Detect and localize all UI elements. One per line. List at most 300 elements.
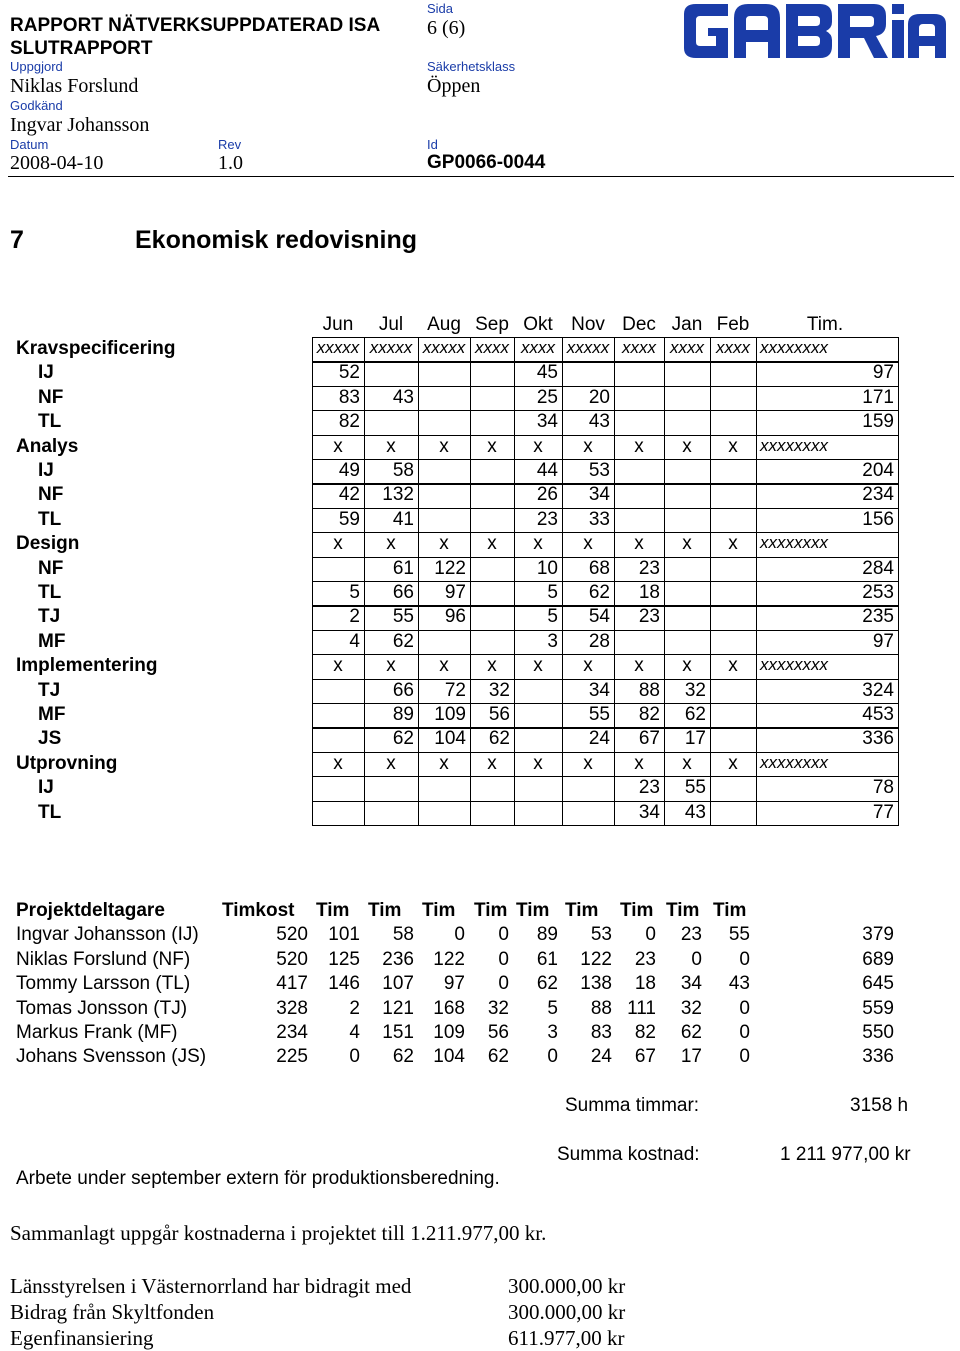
hours-cell: 17: [684, 728, 706, 750]
grid-line: [312, 337, 898, 338]
hours-total: 284: [862, 557, 894, 579]
grid-line: [312, 581, 898, 582]
phase-mark: xxxx: [475, 338, 509, 357]
hours-total: 97: [872, 630, 894, 652]
participant-hours: 0: [349, 1046, 360, 1068]
hours-total: 78: [872, 777, 894, 799]
person-label: NF: [38, 386, 64, 408]
person-label: TJ: [38, 606, 61, 628]
participants-header: Projektdeltagare: [16, 900, 165, 921]
month-header: Dec: [622, 314, 656, 335]
grid-line: [312, 435, 898, 436]
gabria-logo: [680, 0, 950, 62]
participant-total: 379: [862, 924, 894, 946]
grid-line: [470, 337, 471, 826]
hours-cell: 67: [638, 728, 660, 750]
participant-hours: 32: [680, 997, 702, 1019]
person-label: TL: [38, 582, 62, 603]
hours-cell: 66: [392, 582, 414, 603]
funding-label-egenfinansiering: Egenfinansiering: [10, 1326, 154, 1350]
hours-cell: 59: [338, 508, 360, 530]
hours-cell: 54: [588, 606, 610, 628]
participant-timkost: 234: [276, 1022, 308, 1043]
phase-mark: x: [682, 533, 692, 555]
participant-name: Tomas Jonsson (TJ): [16, 997, 188, 1019]
participant-total: 550: [862, 1022, 894, 1043]
phase-mark: x: [386, 655, 396, 677]
participant-hours: 18: [634, 973, 656, 995]
participant-hours: 125: [328, 948, 360, 970]
participant-hours: 104: [433, 1046, 465, 1068]
hours-cell: 32: [488, 679, 510, 701]
hours-cell: 45: [536, 362, 558, 384]
grid-line: [312, 825, 898, 826]
hours-cell: 88: [638, 679, 660, 701]
phase-mark: x: [439, 435, 449, 457]
summa-timmar-label: Summa timmar:: [565, 1095, 700, 1116]
hours-cell: 62: [392, 630, 414, 652]
grid-line: [418, 337, 419, 826]
phase-mark: x: [333, 435, 343, 457]
participant-hours: 0: [498, 973, 509, 995]
participant-hours: 32: [487, 997, 509, 1019]
phase-mark: xxxx: [670, 338, 704, 357]
phase-label: Implementering: [16, 655, 158, 677]
phase-label: Design: [16, 533, 80, 555]
person-label: IJ: [38, 460, 54, 481]
person-label: TL: [38, 411, 62, 433]
funding-amount-egenfinansiering: 611.977,00 kr: [508, 1326, 625, 1350]
participant-hours: 62: [487, 1046, 509, 1068]
participant-hours: 88: [590, 997, 612, 1019]
hours-cell: 96: [444, 606, 466, 628]
participants-col-header: Tim: [713, 900, 747, 921]
phase-mark: x: [333, 655, 343, 677]
phase-mark: x: [634, 533, 644, 555]
hours-cell: 24: [588, 728, 610, 750]
hours-cell: 10: [536, 557, 558, 579]
hours-cell: 82: [338, 411, 360, 433]
participant-hours: 146: [328, 973, 360, 995]
participants-col-header: Tim: [565, 900, 599, 921]
participant-total: 689: [862, 948, 894, 970]
participant-name: Ingvar Johansson (IJ): [16, 924, 199, 946]
id-value: GP0066-0044: [427, 152, 546, 173]
phase-tim-mark: xxxxxxxx: [760, 655, 828, 675]
participants-col-header: Timkost: [222, 900, 295, 921]
person-label: NF: [38, 484, 64, 506]
participant-hours: 107: [382, 973, 414, 995]
phase-tim-mark: xxxxxxxx: [760, 533, 828, 553]
participant-timkost: 520: [276, 924, 308, 946]
grid-line: [312, 630, 898, 631]
participant-hours: 121: [382, 997, 414, 1019]
participant-hours: 101: [328, 924, 360, 946]
participant-hours: 0: [454, 924, 465, 946]
hours-cell: 26: [536, 484, 558, 506]
hours-cell: 23: [638, 557, 660, 579]
phase-mark: x: [333, 533, 343, 555]
month-header: Sep: [475, 314, 509, 335]
participant-hours: 109: [433, 1022, 465, 1043]
hours-cell: 43: [588, 411, 610, 433]
participant-hours: 61: [536, 948, 558, 970]
participant-hours: 151: [382, 1022, 414, 1043]
total-cost-sentence: Sammanlagt uppgår kostnaderna i projektet till 1.211.977,00 kr.: [10, 1221, 547, 1245]
grid-line: [312, 557, 898, 558]
participant-hours: 97: [443, 973, 465, 995]
summa-kostnad-label: Summa kostnad:: [557, 1144, 700, 1165]
hours-cell: 43: [392, 386, 414, 408]
hours-cell: 89: [392, 704, 414, 725]
participant-hours: 55: [728, 924, 750, 946]
person-label: TL: [38, 508, 62, 530]
hours-cell: 4: [349, 630, 360, 652]
participants-col-header: Tim: [666, 900, 700, 921]
grid-line: [312, 483, 898, 484]
hours-cell: 43: [684, 801, 706, 823]
hours-cell: 53: [588, 460, 610, 481]
grid-line: [514, 337, 515, 826]
participant-hours: 62: [680, 1022, 702, 1043]
hours-cell: 61: [392, 557, 414, 579]
tim-header: Tim.: [806, 314, 844, 335]
id-label: Id: [427, 137, 438, 152]
datum-label: Datum: [10, 137, 49, 152]
phase-mark: x: [634, 655, 644, 677]
participant-hours: 56: [487, 1022, 509, 1043]
grid-line: [312, 776, 898, 777]
september-note: Arbete under september extern för produktionsberedning.: [16, 1168, 500, 1189]
grid-line: [756, 337, 757, 826]
phase-mark: x: [533, 655, 543, 677]
hours-cell: 104: [434, 728, 466, 750]
hours-cell: 34: [588, 679, 610, 701]
grid-line: [312, 679, 898, 680]
grid-line: [312, 361, 898, 362]
hours-total: 77: [872, 801, 894, 823]
hours-cell: 56: [488, 704, 510, 725]
hours-cell: 55: [684, 777, 706, 799]
section-number: 7: [10, 226, 24, 254]
godkand-value: Ingvar Johansson: [10, 114, 150, 136]
hours-cell: 25: [536, 386, 558, 408]
grid-line: [614, 337, 615, 826]
funding-label-lansstyrelsen: Länsstyrelsen i Västernorrland har bidragit med: [10, 1274, 412, 1298]
phase-mark: x: [439, 752, 449, 774]
person-label: IJ: [38, 362, 54, 384]
participant-total: 559: [862, 997, 894, 1019]
phase-mark: x: [583, 752, 593, 774]
rev-value: 1.0: [218, 152, 243, 174]
participant-hours: 67: [634, 1046, 656, 1068]
phase-mark: x: [533, 533, 543, 555]
hours-cell: 66: [392, 679, 414, 701]
participant-hours: 236: [382, 948, 414, 970]
grid-line: [312, 459, 898, 460]
report-title-line2: SLUTRAPPORT: [10, 38, 153, 59]
participant-hours: 0: [498, 924, 509, 946]
participant-name: Niklas Forslund (NF): [16, 948, 191, 970]
grid-line: [312, 752, 898, 753]
hours-cell: 52: [338, 362, 360, 384]
hours-cell: 55: [588, 704, 610, 725]
phase-mark: xxxxx: [566, 338, 610, 357]
godkand-label: Godkänd: [10, 98, 63, 113]
hours-cell: 2: [349, 606, 360, 628]
phase-mark: x: [487, 435, 497, 457]
hours-cell: 28: [588, 630, 610, 652]
hours-cell: 83: [338, 386, 360, 408]
person-label: NF: [38, 557, 64, 579]
header-rule: [8, 176, 954, 177]
grid-line: [312, 337, 313, 826]
hours-cell: 23: [638, 606, 660, 628]
participant-hours: 62: [536, 973, 558, 995]
hours-cell: 55: [392, 606, 414, 628]
hours-cell: 58: [392, 460, 414, 481]
participant-hours: 138: [580, 973, 612, 995]
funding-amount-skyltfonden: 300.000,00 kr: [508, 1300, 626, 1324]
funding-amount-lansstyrelsen: 300.000,00 kr: [508, 1274, 626, 1298]
participant-hours: 122: [433, 948, 465, 970]
participant-name: Johans Svensson (JS): [16, 1046, 207, 1068]
participant-total: 336: [862, 1046, 894, 1068]
hours-cell: 72: [444, 679, 466, 701]
sakerhetsklass-value: Öppen: [427, 75, 481, 97]
hours-cell: 62: [588, 582, 610, 603]
grid-line: [364, 337, 365, 826]
hours-cell: 3: [547, 630, 558, 652]
participant-hours: 24: [590, 1046, 612, 1068]
phase-mark: x: [533, 435, 543, 457]
phase-mark: x: [583, 533, 593, 555]
hours-cell: 33: [588, 508, 610, 530]
hours-cell: 97: [444, 582, 466, 603]
participant-timkost: 520: [276, 948, 308, 970]
hours-cell: 132: [382, 484, 414, 506]
phase-tim-mark: xxxxxxxx: [760, 752, 828, 772]
grid-line: [312, 532, 898, 533]
phase-mark: x: [439, 533, 449, 555]
hours-cell: 23: [536, 508, 558, 530]
phase-mark: x: [487, 752, 497, 774]
grid-line: [898, 337, 899, 826]
participant-hours: 0: [645, 924, 656, 946]
participant-hours: 0: [498, 948, 509, 970]
hours-cell: 62: [684, 704, 706, 725]
sida-label: Sida: [427, 1, 454, 16]
phase-mark: x: [583, 435, 593, 457]
participant-hours: 23: [634, 948, 656, 970]
phase-label: Utprovning: [16, 752, 118, 774]
hours-cell: 18: [638, 582, 660, 603]
participant-hours: 83: [590, 1022, 612, 1043]
participants-col-header: Tim: [620, 900, 654, 921]
report-title-line1: RAPPORT NÄTVERKSUPPDATERAD ISA: [10, 15, 381, 36]
participant-hours: 2: [349, 997, 360, 1019]
hours-cell: 32: [684, 679, 706, 701]
hours-cell: 42: [338, 484, 360, 506]
phase-mark: x: [333, 752, 343, 774]
funding-label-skyltfonden: Bidrag från Skyltfonden: [10, 1300, 215, 1324]
participant-hours: 0: [739, 1022, 750, 1043]
hours-cell: 122: [434, 557, 466, 579]
hours-total: 171: [862, 386, 894, 408]
phase-mark: xxxxx: [422, 338, 466, 357]
person-label: IJ: [38, 777, 54, 799]
rev-label: Rev: [218, 137, 242, 152]
month-header: Aug: [427, 314, 461, 335]
grid-line: [312, 410, 898, 411]
phase-mark: x: [634, 435, 644, 457]
hours-cell: 68: [588, 557, 610, 579]
person-label: TJ: [38, 679, 61, 701]
participant-hours: 122: [580, 948, 612, 970]
datum-value: 2008-04-10: [10, 152, 104, 174]
hours-total: 336: [862, 728, 894, 750]
grid-line: [312, 801, 898, 802]
hours-cell: 5: [349, 582, 360, 603]
participants-col-header: Tim: [368, 900, 402, 921]
summa-kostnad-value: 1 211 977,00 kr: [780, 1144, 911, 1165]
phase-mark: x: [634, 752, 644, 774]
participants-col-header: Tim: [316, 900, 350, 921]
uppgjord-value: Niklas Forslund: [10, 75, 139, 97]
hours-cell: 49: [338, 460, 360, 481]
month-header: Jul: [378, 314, 404, 335]
hours-cell: 34: [536, 411, 558, 433]
month-header: Okt: [523, 314, 553, 335]
participant-hours: 17: [680, 1046, 702, 1068]
phase-label: Kravspecificering: [16, 338, 176, 359]
participant-timkost: 417: [276, 973, 308, 995]
phase-mark: x: [439, 655, 449, 677]
participant-hours: 53: [590, 924, 612, 946]
participant-hours: 111: [627, 997, 656, 1019]
participant-hours: 3: [547, 1022, 558, 1043]
participant-timkost: 328: [276, 997, 308, 1019]
grid-line: [562, 337, 563, 826]
phase-mark: x: [487, 533, 497, 555]
phase-mark: x: [682, 655, 692, 677]
phase-mark: xxxxx: [316, 338, 360, 357]
participant-hours: 23: [680, 924, 702, 946]
participant-hours: 0: [739, 1046, 750, 1068]
grid-line: [312, 386, 898, 387]
hours-total: 159: [862, 411, 894, 433]
participant-hours: 168: [433, 997, 465, 1019]
participant-name: Tommy Larsson (TL): [16, 973, 191, 995]
person-label: TL: [38, 801, 62, 823]
hours-total: 97: [872, 362, 894, 384]
hours-cell: 62: [392, 728, 414, 750]
grid-line: [710, 337, 711, 826]
phase-mark: x: [533, 752, 543, 774]
hours-cell: 41: [392, 508, 414, 530]
hours-cell: 62: [488, 728, 510, 750]
phase-mark: xxxx: [716, 338, 750, 357]
phase-mark: x: [728, 435, 738, 457]
phase-tim-mark: xxxxxxxx: [760, 338, 828, 357]
sakerhetsklass-label: Säkerhetsklass: [427, 59, 516, 74]
participant-hours: 4: [349, 1022, 360, 1043]
hours-cell: 82: [638, 704, 660, 725]
phase-tim-mark: xxxxxxxx: [760, 435, 828, 455]
phase-label: Analys: [16, 435, 79, 457]
participant-hours: 0: [691, 948, 702, 970]
participant-hours: 0: [547, 1046, 558, 1068]
participant-hours: 43: [728, 973, 750, 995]
hours-total: 324: [862, 679, 894, 701]
person-label: MF: [38, 630, 66, 652]
summa-timmar-value: 3158 h: [850, 1095, 909, 1116]
grid-line: [312, 508, 898, 509]
phase-mark: xxxx: [622, 338, 656, 357]
phase-mark: x: [583, 655, 593, 677]
hours-cell: 5: [547, 582, 558, 603]
hours-cell: 34: [588, 484, 610, 506]
hours-cell: 5: [547, 606, 558, 628]
month-header: Jun: [322, 314, 354, 335]
time-schedule: [0, 312, 960, 832]
phase-mark: xxxx: [521, 338, 555, 357]
participant-hours: 5: [547, 997, 558, 1019]
participant-hours: 0: [739, 948, 750, 970]
participant-timkost: 225: [276, 1046, 308, 1068]
participant-hours: 62: [392, 1046, 414, 1068]
participant-hours: 89: [536, 924, 558, 946]
phase-mark: xxxxx: [369, 338, 413, 357]
hours-total: 204: [862, 460, 894, 481]
phase-mark: x: [487, 655, 497, 677]
grid-line: [312, 654, 898, 655]
participant-hours: 82: [634, 1022, 656, 1043]
participants-col-header: Tim: [422, 900, 456, 921]
participant-hours: 0: [739, 997, 750, 1019]
participant-total: 645: [862, 973, 894, 995]
person-label: JS: [38, 728, 62, 750]
hours-total: 156: [862, 508, 894, 530]
phase-mark: x: [386, 752, 396, 774]
section-title: Ekonomisk redovisning: [135, 226, 418, 254]
grid-line: [312, 703, 898, 704]
phase-mark: x: [682, 752, 692, 774]
hours-total: 253: [862, 582, 894, 603]
phase-mark: x: [386, 533, 396, 555]
grid-line: [312, 605, 898, 606]
participants-col-header: Tim: [474, 900, 508, 921]
hours-cell: 109: [434, 704, 466, 725]
grid-line: [664, 337, 665, 826]
hours-cell: 44: [536, 460, 558, 481]
phase-mark: x: [728, 655, 738, 677]
participant-hours: 34: [680, 973, 702, 995]
hours-cell: 34: [638, 801, 660, 823]
participant-name: Markus Frank (MF): [16, 1022, 178, 1043]
hours-total: 234: [862, 484, 894, 506]
month-header: Feb: [716, 314, 750, 335]
hours-total: 453: [862, 704, 894, 725]
person-label: MF: [38, 704, 66, 725]
participant-hours: 58: [392, 924, 414, 946]
hours-cell: 23: [638, 777, 660, 799]
grid-line: [312, 727, 898, 728]
phase-mark: x: [728, 752, 738, 774]
month-header: Jan: [671, 314, 703, 335]
sida-value: 6 (6): [427, 17, 466, 39]
hours-total: 235: [862, 606, 894, 628]
